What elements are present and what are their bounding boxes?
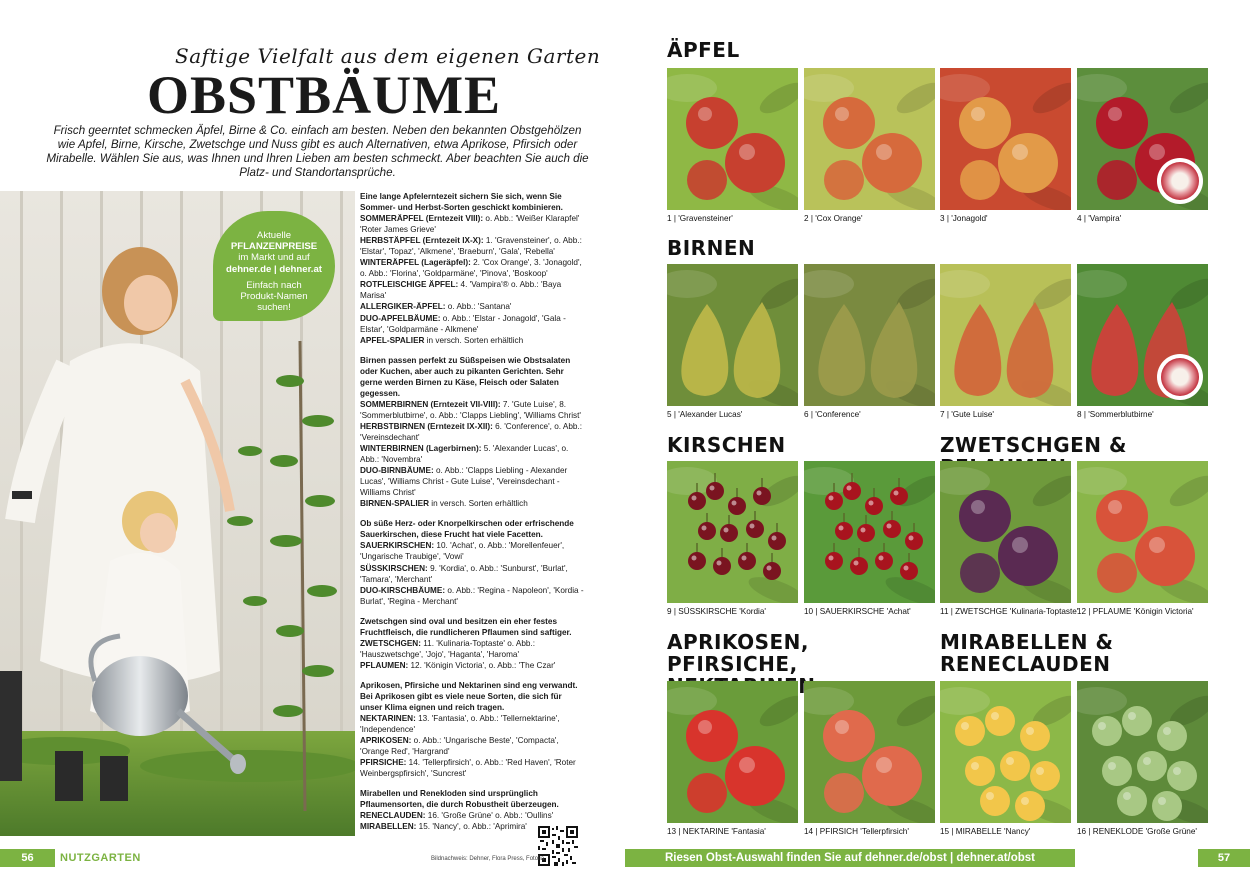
variety-list: 5. 'Alexander Lucas', o. Abb.: 'Novembra' — [360, 444, 569, 465]
fruit-photo — [1077, 264, 1208, 406]
variety-list: 4. 'Vampira'® o. Abb.: 'Baya Marisa' — [360, 280, 562, 301]
caption-variety: 'Tellerpfirsich' — [858, 827, 909, 836]
variety-heading: SOMMERBIRNEN (Erntezeit VII-VIII): — [360, 399, 501, 409]
price-promo-badge — [213, 211, 335, 321]
plum-red-icon — [1077, 461, 1208, 603]
variety-list: 10. 'Achat', o. Abb.: 'Morellenfeuer', 'Ungarische Traubige', 'Vowi' — [360, 541, 565, 562]
caption-number: 8 | — [1077, 410, 1086, 419]
fruit-caption — [1077, 214, 1121, 223]
apple-yellow-red-icon — [940, 68, 1071, 210]
fruit-caption — [804, 827, 909, 836]
fruit-photo — [804, 264, 935, 406]
variety-list: 12. 'Königin Victoria', o. Abb.: 'The Czar' — [408, 660, 556, 670]
heading-kirschen: KIRSCHEN — [667, 433, 786, 457]
variety-list: 6. 'Conference', o. Abb.: 'Vereinsdechant' — [360, 421, 582, 442]
paragraph-lead: Mirabellen und Renekloden sind ursprünglich Pflaumensorten, die durch Robustheit überzeugen. — [360, 789, 559, 810]
caption-variety: 'Königin Victoria' — [1131, 607, 1194, 616]
fruit-caption — [940, 827, 1030, 836]
variety-list: o. Abb.: 'Regina - Napoleon', 'Kordia - Burlat', 'Regina - Merchant' — [360, 585, 584, 606]
fruit-photo — [804, 681, 935, 823]
peach-icon — [804, 681, 935, 823]
nectarine-icon — [667, 681, 798, 823]
variety-heading: ZWETSCHGEN: — [360, 638, 421, 648]
fruit-photo — [804, 68, 935, 210]
variety-list: 2. 'Cox Orange', 3. 'Jonagold', o. Abb.: 'Florina', 'Goldparmäne', 'Pinova', 'Boskoop' — [360, 258, 582, 279]
cross-section-inset — [1157, 158, 1203, 204]
variety-list: 14. 'Tellerpfirsich', o. Abb.: 'Red Haven', 'Roter Weinbergspfirsich', 'Suncrest' — [360, 758, 576, 779]
plum-purple-icon — [940, 461, 1071, 603]
promo-line: im Markt und auf — [238, 252, 310, 264]
variety-list: o. Abb.: 'Santana' — [445, 302, 512, 312]
variety-list: 7. 'Gute Luise', 8. 'Sommerblutbirne', o. Abb.: 'Clapps Liebling', 'Williams Christ' — [360, 399, 581, 420]
fruit-caption — [667, 214, 733, 223]
apple-red-green-icon — [667, 68, 798, 210]
intro-text: Frisch geerntet schmecken Äpfel, Birne & Co. einfach am besten. Neben den bekannten Obstgehölzen wie Apfel, Birne, Kirsche, Zwetschge und Nuss gibt es auch Alternativen, etwa Aprikose, Pfirsich oder Mirabelle. Wählen Sie aus, was Ihnen und Ihren Lieben am besten schmeckt. Aber beachten Sie auch die Platz- und Standortansprüche. — [46, 124, 589, 179]
fruit-photo — [667, 461, 798, 603]
caption-variety: 'Große Grüne' — [1143, 827, 1197, 836]
section-label: NUTZGARTEN — [60, 852, 141, 864]
promo-headline: PFLANZENPREISE — [230, 241, 318, 253]
variety-list: 11. 'Kulinaria-Toptaste' o. Abb.: 'Hauszwetschge', 'Jojo', 'Haganta', 'Haroma' — [360, 638, 535, 659]
fruit-photo — [1077, 68, 1208, 210]
caption-number: 15 | MIRABELLE — [940, 827, 1002, 836]
caption-variety: 'Vampira' — [1085, 214, 1122, 223]
variety-heading: PFLAUMEN: — [360, 660, 409, 670]
caption-number: 9 | SÜSSKIRSCHE — [667, 607, 737, 616]
variety-heading: ROTFLEISCHIGE ÄPFEL: — [360, 280, 459, 290]
variety-heading: WINTERBIRNEN (Lagerbirnen): — [360, 444, 482, 454]
page-number-left: 56 — [21, 852, 34, 864]
paragraph-lead: Zwetschgen sind oval und besitzen ein eher festes Fruchtfleisch, die rundlicheren Pflaumen sind saftiger. — [360, 616, 572, 637]
variety-list: in versch. Sorten erhältlich — [429, 499, 528, 509]
fruit-caption — [667, 827, 766, 836]
caption-number: 4 | — [1077, 214, 1086, 223]
variety-list: 1. 'Gravensteiner', o. Abb.: 'Elstar', 'Topaz', 'Alkmene', 'Braeburn', 'Gala', 'Rebella' — [360, 236, 582, 257]
caption-number: 2 | — [804, 214, 813, 223]
caption-number: 12 | PFLAUME — [1077, 607, 1132, 616]
fruit-photo — [940, 681, 1071, 823]
variety-heading: PFIRSICHE: — [360, 758, 407, 768]
variety-text-column — [360, 191, 586, 842]
variety-list: o. Abb.: 'Weißer Klarapfel' 'Roter James Grieve' — [360, 214, 580, 235]
fruit-caption — [940, 214, 988, 223]
fruit-caption — [1077, 827, 1197, 836]
caption-number: 13 | NEKTARINE — [667, 827, 730, 836]
variety-heading: APRIKOSEN: — [360, 736, 412, 746]
fruit-caption — [940, 410, 994, 419]
fruit-caption — [667, 410, 742, 419]
promo-line: Einfach nach — [246, 279, 302, 291]
variety-heading: MIRABELLEN: — [360, 822, 417, 832]
caption-variety: 'Conference' — [812, 410, 861, 419]
promo-line: Produkt-Namen — [240, 291, 308, 303]
fruit-photo — [940, 68, 1071, 210]
fruit-photo — [940, 461, 1071, 603]
fruit-photo — [667, 264, 798, 406]
caption-variety: 'Kulinaria-Toptaste' — [1007, 607, 1079, 616]
variety-list: 13. 'Fantasia', o. Abb.: 'Tellernektarine', 'Independence' — [360, 714, 560, 735]
caption-number: 7 | — [940, 410, 949, 419]
variety-heading: HERBSTBIRNEN (Erntezeit IX-XII): — [360, 421, 493, 431]
caption-variety: 'Gute Luise' — [948, 410, 994, 419]
paragraph-lead: Birnen passen perfekt zu Süßspeisen wie Obstsalaten oder Kuchen, aber auch zu pikanten Gerichten. Sehr gerne werden Birnen zu Käse, Fleisch oder Salaten gegessen. — [360, 355, 571, 398]
heading-zwetschgen: ZWETSCHGEN & — [940, 433, 1127, 457]
paragraph-lead: Eine lange Apfelerntezeit sichern Sie sich, wenn Sie Sommer- und Herbst-Sorten geschickt kombinieren. — [360, 192, 563, 213]
caption-variety: 'Alexander Lucas' — [675, 410, 743, 419]
pear-green-icon — [667, 264, 798, 406]
caption-number: 16 | RENEKLODE — [1077, 827, 1144, 836]
variety-heading: HERBSTÄPFEL (Erntezeit IX-X): — [360, 236, 484, 246]
variety-list: o. Abb.: 'Ungarische Beste', 'Compacta', 'Orange Red', 'Hargrand' — [360, 736, 559, 757]
fruit-photo — [804, 461, 935, 603]
caption-number: 6 | — [804, 410, 813, 419]
variety-heading: SAUERKIRSCHEN: — [360, 541, 435, 551]
cross-section-inset — [1157, 354, 1203, 400]
heading-aepfel: ÄPFEL — [667, 38, 740, 62]
variety-paragraph — [360, 680, 586, 779]
page-number-right: 57 — [1198, 849, 1250, 867]
paragraph-lead: Ob süße Herz- oder Knorpelkirschen oder erfrischende Sauerkirschen, diese Frucht hat viele Facetten. — [360, 519, 574, 540]
variety-paragraph — [360, 518, 586, 606]
fruit-caption — [667, 607, 766, 616]
variety-heading: NEKTARINEN: — [360, 714, 416, 724]
fruit-photo — [940, 264, 1071, 406]
heading-birnen: BIRNEN — [667, 236, 756, 260]
greengage-icon — [1077, 681, 1208, 823]
promo-url: dehner.de | dehner.at — [226, 263, 322, 275]
promo-line: Aktuelle — [256, 230, 292, 241]
caption-number: 11 | ZWETSCHGE — [940, 607, 1008, 616]
variety-heading: SÜSSKIRSCHEN: — [360, 563, 428, 573]
fruit-photo — [667, 68, 798, 210]
pear-brown-icon — [804, 264, 935, 406]
variety-heading: RENECLAUDEN: — [360, 811, 426, 821]
cherry-dark-icon — [667, 461, 798, 603]
variety-paragraph — [360, 355, 586, 510]
caption-number: 3 | — [940, 214, 949, 223]
heading-aprikosen: APRIKOSEN, PFIRSICHE, — [667, 630, 809, 676]
photo-credit: Bildnachweis: Dehner, Flora Press, Fotolia — [431, 856, 545, 862]
variety-heading: DUO-KIRSCHBÄUME: — [360, 585, 446, 595]
variety-list: 9. 'Kordia', o. Abb.: 'Sunburst', 'Burlat', 'Tamara', 'Merchant' — [360, 563, 568, 584]
variety-list: o. Abb.: 'Elstar - Jonagold', 'Gala - Elstar', 'Goldparmäne - Alkmene' — [360, 313, 566, 334]
script-subtitle: Saftige Vielfalt aus dem eigenen Garten — [175, 44, 601, 68]
variety-heading: APFEL-SPALIER — [360, 335, 425, 345]
variety-list: 16. 'Große Grüne' o. Abb.: 'Oullins' — [425, 811, 554, 821]
variety-heading: DUO-BIRNBÄUME: — [360, 466, 434, 476]
caption-number: 5 | — [667, 410, 676, 419]
fruit-photo — [667, 681, 798, 823]
fruit-caption — [804, 214, 863, 223]
variety-heading: WINTERÄPFEL (Lageräpfel): — [360, 258, 471, 268]
fruit-photo — [1077, 681, 1208, 823]
variety-list: o. Abb.: 'Clapps Liebling - Alexander Lucas', 'Williams Christ - Gute Luise', 'Vereinsdechant - Williams Christ' — [360, 466, 568, 498]
variety-list: in versch. Sorten erhältlich — [424, 335, 524, 345]
fruit-caption — [940, 607, 1078, 616]
footer-banner[interactable]: Riesen Obst-Auswahl finden Sie auf dehner.de/obst | dehner.at/obst — [625, 849, 1075, 867]
fruit-caption — [1077, 607, 1194, 616]
caption-variety: 'Achat' — [884, 607, 911, 616]
caption-variety: 'Sommerblutbirne' — [1085, 410, 1154, 419]
page-title: OBSTBÄUME — [147, 65, 502, 125]
heading-mirabellen: MIRABELLEN & RENECLAUDEN — [940, 630, 1114, 676]
caption-number: 1 | — [667, 214, 676, 223]
caption-variety: 'Jonagold' — [948, 214, 988, 223]
caption-variety: 'Cox Orange' — [812, 214, 863, 223]
fruit-caption — [804, 607, 911, 616]
caption-number: 10 | SAUERKIRSCHE — [804, 607, 885, 616]
caption-variety: 'Kordia' — [736, 607, 766, 616]
variety-paragraph — [360, 616, 586, 671]
variety-list: 15. 'Nancy', o. Abb.: 'Aprimira' — [416, 822, 527, 832]
pear-red-yellow-icon — [940, 264, 1071, 406]
footer-section-band — [55, 849, 170, 867]
caption-variety: 'Nancy' — [1001, 827, 1031, 836]
fruit-caption — [1077, 410, 1154, 419]
variety-paragraph — [360, 191, 586, 346]
apple-orange-icon — [804, 68, 935, 210]
mirabelle-icon — [940, 681, 1071, 823]
fruit-photo — [1077, 461, 1208, 603]
variety-heading: SOMMERÄPFEL (Erntezeit VIII): — [360, 214, 484, 224]
promo-line: suchen! — [257, 302, 291, 314]
paragraph-lead: Aprikosen, Pfirsiche und Nektarinen sind eng verwandt. Bei Aprikosen gibt es viele neue Sorten, die sich für unser Klima eignen und reich tragen. — [360, 680, 578, 713]
caption-variety: 'Gravensteiner' — [675, 214, 733, 223]
variety-heading: ALLERGIKER-ÄPFEL: — [360, 302, 446, 312]
variety-heading: DUO-APFELBÄUME: — [360, 313, 441, 323]
fruit-caption — [804, 410, 861, 419]
cherry-red-icon — [804, 461, 935, 603]
caption-number: 14 | PFIRSICH — [804, 827, 858, 836]
variety-heading: BIRNEN-SPALIER — [360, 499, 429, 509]
caption-variety: 'Fantasia' — [729, 827, 766, 836]
